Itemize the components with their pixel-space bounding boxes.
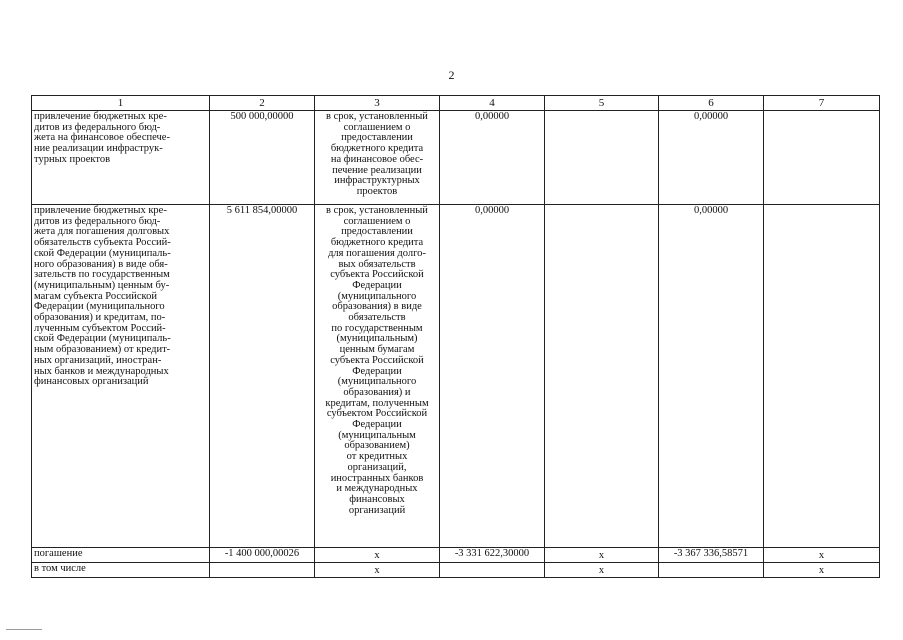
table-row [32,205,880,548]
term-cell: в срок, установленный соглашением о предоставлении бюджетного кредита на финансовое обес- печение реализации инфраструктурных проектов [315,111,440,205]
x-mark-cell: x [545,548,659,563]
column-header-5: 5 [545,96,659,111]
column-header-1: 1 [32,96,210,111]
scan-edge-mark [6,629,42,630]
amount-cell: -3 331 622,30000 [440,548,545,563]
row-name-cell: привлечение бюджетных кре- дитов из федерального бюд- жета для погашения долговых обязательств субъекта Россий- ской Федерации (муниципаль- ного образования) в виде обя- зательств по государственным (муниципальным) ценным бу- магам субъекта Российской Федерации (муниципального образования) и кредитам, по- лученным субъектом Россий- ской Федерации (муниципаль- ным образованием) от кредит- ных организаций, иностран- ных банков и международных финансовых организаций [32,205,210,548]
amount-cell: 0,00000 [440,205,545,548]
column-header-2: 2 [210,96,315,111]
amount-cell: 0,00000 [440,111,545,205]
empty-cell [764,205,880,548]
amount-cell: 500 000,00000 [210,111,315,205]
table-row [32,111,880,205]
column-header-6: 6 [659,96,764,111]
amount-cell: 5 611 854,00000 [210,205,315,548]
empty-cell [764,111,880,205]
x-mark-cell: x [545,563,659,578]
empty-cell [545,205,659,548]
row-name-cell: погашение [32,548,210,563]
column-header-3: 3 [315,96,440,111]
row-name-cell: привлечение бюджетных кре- дитов из федерального бюд- жета на финансовое обеспече- ние реализации инфраструк- турных проектов [32,111,210,205]
x-mark-cell: x [764,563,880,578]
amount-cell [440,563,545,578]
amount-cell [210,563,315,578]
budget-table [31,95,880,578]
term-cell: в срок, установленный соглашением о предоставлении бюджетного кредита для погашения долго- вых обязательств субъекта Российской Федерации (муниципального образования) в виде обязательств по государственным (муниципальным) ценным бумагам субъекта Российской Федерации (муниципального образования) и кредитам, полученным субъектом Российской Федерации (муниципальным образованием) от кредитных организаций, иностранных банков и международных финансовых организаций [315,205,440,548]
x-mark-cell: x [315,548,440,563]
x-mark-cell: x [315,563,440,578]
header-row [32,96,880,111]
amount-cell: -1 400 000,00026 [210,548,315,563]
column-header-4: 4 [440,96,545,111]
amount-cell: 0,00000 [659,205,764,548]
x-mark-cell: x [764,548,880,563]
amount-cell: -3 367 336,58571 [659,548,764,563]
column-header-7: 7 [764,96,880,111]
table-row [32,563,880,578]
row-name-cell: в том числе [32,563,210,578]
amount-cell: 0,00000 [659,111,764,205]
table-row [32,548,880,563]
page-number: 2 [448,68,455,82]
amount-cell [659,563,764,578]
empty-cell [545,111,659,205]
